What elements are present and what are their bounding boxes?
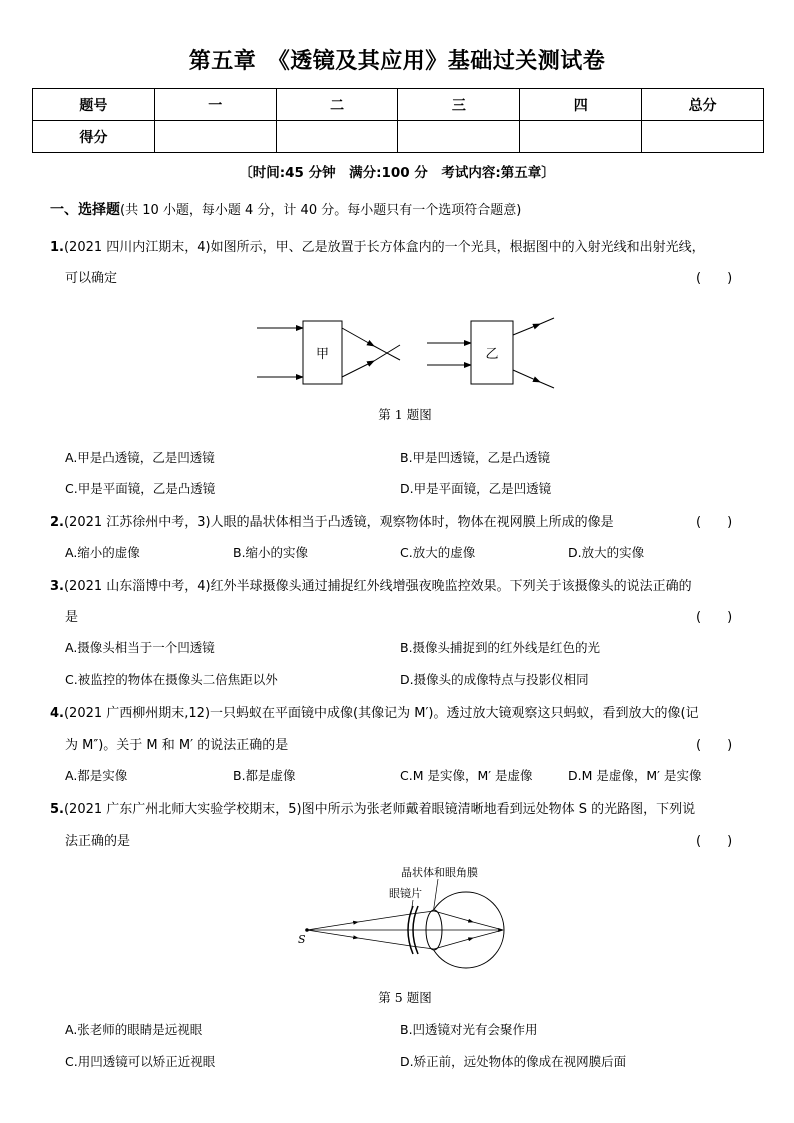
section-title: 一、选择题 (50, 202, 120, 218)
question-4-line-1 (50, 702, 699, 721)
score-cell: 四 (520, 89, 642, 121)
option-d[interactable]: D.摄像头的成像特点与投影仪相同 (400, 672, 589, 687)
exam-info: 〔时间:45 分钟 满分:100 分 考试内容:第五章〕 (239, 165, 555, 181)
question-1-line-2: 可以确定 (65, 271, 118, 286)
option-a[interactable]: A.摄像头相当于一个凹透镜 (65, 640, 215, 655)
box-yi-label: 乙 (485, 347, 499, 362)
question-number: 3. (50, 579, 64, 594)
question-number: 2. (50, 515, 64, 530)
question-5-line-2: 法正确的是 (65, 834, 131, 849)
score-cell: 二 (276, 89, 398, 121)
option-c[interactable]: C.M 是实像，M′ 是虚像 (400, 768, 533, 783)
question-3-line-2: 是 (65, 610, 79, 625)
option-b[interactable]: B.都是虚像 (233, 768, 296, 783)
score-cell: 总分 (642, 89, 764, 121)
answer-bracket[interactable]: ( ) (696, 738, 733, 753)
section-heading (50, 199, 521, 219)
score-input-cell[interactable] (520, 121, 642, 153)
figure-caption: 第 5 题图 (378, 990, 432, 1005)
answer-bracket[interactable]: ( ) (696, 271, 733, 286)
light-ray (473, 922, 503, 930)
question-3-line-1 (50, 575, 692, 594)
option-d[interactable]: D.矫正前，远处物体的像成在视网膜后面 (400, 1054, 627, 1069)
option-a[interactable]: A.张老师的眼睛是远视眼 (65, 1022, 203, 1037)
refracted-ray (540, 318, 554, 324)
option-b[interactable]: B.凹透镜对光有会聚作用 (400, 1022, 538, 1037)
refracted-ray (342, 361, 374, 377)
question-text: (2021 四川内江期末，4)如图所示，甲、乙是放置于长方体盒内的一个光具，根据图中的入射光线和出射光线， (63, 240, 705, 255)
question-text: (2021 广西柳州期末,12)一只蚂蚁在平面镜中成像(其像记为 M′)。透过放大镜观察这只蚂蚁，看到放大的像(记 (63, 706, 699, 721)
option-b[interactable]: B.缩小的实像 (233, 545, 309, 560)
option-a[interactable]: A.缩小的虚像 (65, 545, 140, 560)
option-a[interactable]: A.甲是凸透镜，乙是凹透镜 (65, 450, 215, 465)
question-text: (2021 广东广州北师大实验学校期末，5)图中所示为张老师戴着眼镜清晰地看到远处物体 S 的光路图，下列说 (63, 802, 696, 817)
refracted-ray (342, 328, 374, 346)
option-b[interactable]: B.摄像头捕捉到的红外线是红色的光 (400, 640, 601, 655)
option-c[interactable]: C.被监控的物体在摄像头二倍焦距以外 (65, 672, 278, 687)
light-ray (473, 930, 503, 938)
option-d[interactable]: D.M 是虚像，M′ 是实像 (568, 768, 702, 783)
answer-bracket[interactable]: ( ) (696, 610, 733, 625)
score-cell: 一 (154, 89, 276, 121)
question-1-line-1 (50, 236, 705, 255)
refracted-ray (513, 370, 540, 382)
eye-label-pointer (433, 879, 438, 914)
option-d[interactable]: D.放大的实像 (568, 545, 645, 560)
option-a[interactable]: A.都是实像 (65, 768, 128, 783)
score-table-header-row (33, 89, 764, 121)
point-s-label: S (298, 933, 306, 946)
option-c[interactable]: C.用凹透镜可以矫正近视眼 (65, 1054, 216, 1069)
question-5-line-1 (50, 798, 695, 817)
refracted-ray (513, 324, 540, 335)
box-jia-label: 甲 (315, 347, 330, 362)
lens-label: 眼镜片 (389, 887, 422, 900)
question-1-figure (250, 315, 570, 395)
question-5-figure (293, 862, 523, 974)
option-c[interactable]: C.甲是平面镜，乙是凸透镜 (65, 481, 216, 496)
section-note: (共 10 小题，每小题 4 分，计 40 分。每小题只有一个选项符合题意) (120, 203, 522, 218)
figure-caption: 第 1 题图 (378, 407, 432, 422)
answer-bracket[interactable]: ( ) (696, 834, 733, 849)
refracted-ray (540, 382, 554, 388)
score-cell: 三 (398, 89, 520, 121)
option-c[interactable]: C.放大的虚像 (400, 545, 476, 560)
question-text: (2021 山东淄博中考，4)红外半球摄像头通过捕捉红外线增强夜晚监控效果。下列关于该摄像头的说法正确的 (63, 579, 692, 594)
question-2-line-1 (50, 511, 614, 530)
score-input-cell[interactable] (276, 121, 398, 153)
light-ray (358, 938, 411, 946)
question-number: 1. (50, 240, 64, 255)
score-cell: 得分 (33, 121, 155, 153)
score-cell: 题号 (33, 89, 155, 121)
light-ray (307, 922, 358, 930)
question-number: 5. (50, 802, 64, 817)
option-d[interactable]: D.甲是平面镜，乙是凹透镜 (400, 481, 552, 496)
option-b[interactable]: B.甲是凹透镜，乙是凸透镜 (400, 450, 551, 465)
answer-bracket[interactable]: ( ) (696, 515, 733, 530)
eye-label: 晶状体和眼角膜 (401, 866, 478, 879)
score-table (32, 88, 764, 153)
light-ray (307, 930, 358, 938)
page-title: 第五章 《透镜及其应用》基础过关测试卷 (188, 49, 606, 74)
score-input-cell[interactable] (154, 121, 276, 153)
score-table-score-row (33, 121, 764, 153)
question-4-line-2: 为 M″)。关于 M 和 M′ 的说法正确的是 (65, 738, 289, 753)
score-input-cell[interactable] (642, 121, 764, 153)
question-number: 4. (50, 706, 64, 721)
question-text: (2021 江苏徐州中考，3)人眼的晶状体相当于凸透镜，观察物体时，物体在视网膜上所成的像是 (63, 515, 614, 530)
score-input-cell[interactable] (398, 121, 520, 153)
refracted-ray (374, 345, 400, 361)
light-ray (358, 914, 411, 922)
